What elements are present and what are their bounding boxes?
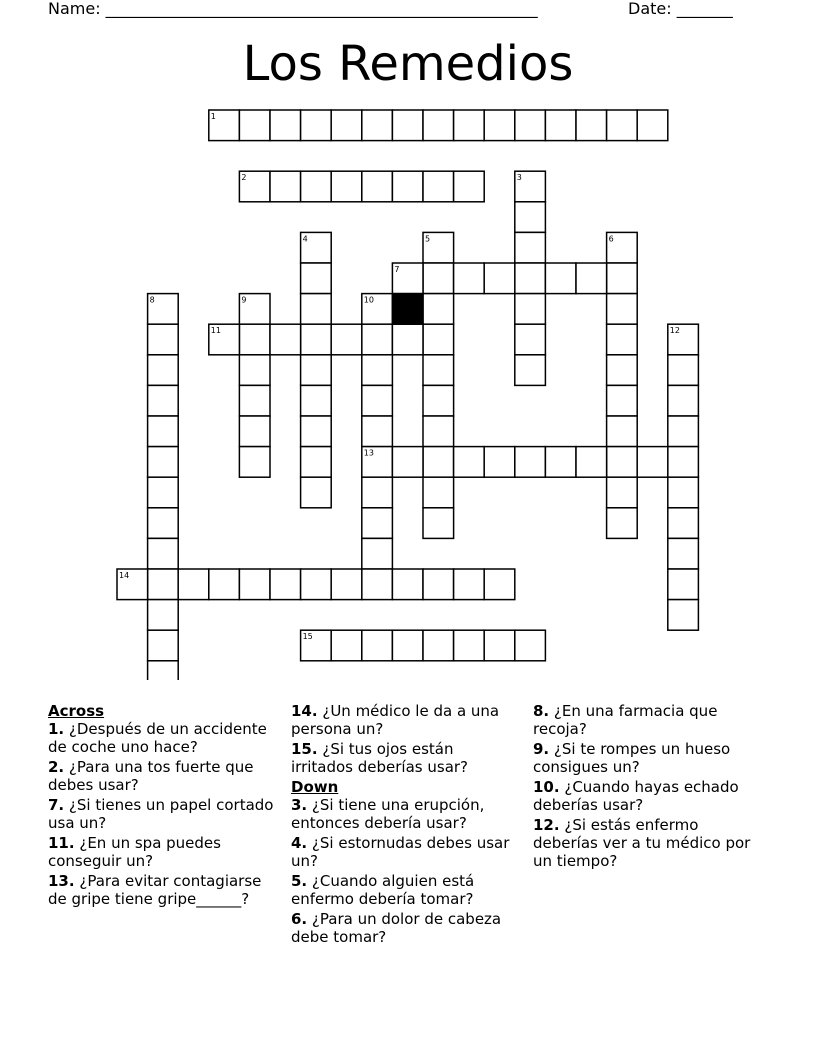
grid-cell[interactable] [148, 416, 179, 447]
grid-cell[interactable] [148, 569, 179, 600]
grid-cell[interactable] [423, 569, 454, 600]
grid-cell[interactable] [301, 355, 332, 386]
grid-cell[interactable] [362, 110, 393, 141]
clue-down-8: 8. ¿En una farmacia que recoja? [533, 702, 718, 738]
grid-cell[interactable] [209, 569, 240, 600]
grid-cell[interactable] [301, 171, 332, 202]
grid-cell[interactable] [331, 110, 362, 141]
grid-cell[interactable] [148, 477, 179, 508]
grid-cell[interactable] [607, 508, 638, 539]
grid-cell[interactable] [148, 355, 179, 386]
grid-cell[interactable] [301, 447, 332, 478]
grid-cell[interactable] [392, 630, 423, 661]
clue-down-9: 9. ¿Si te rompes un hueso consigues un? [533, 740, 731, 776]
grid-cell[interactable] [607, 110, 638, 141]
grid-cell[interactable] [392, 324, 423, 355]
clues-column-1 [48, 702, 274, 910]
cell-number: 2 [241, 173, 247, 183]
clue-across-7: 7. ¿Si tienes un papel cortado usa un? [48, 796, 274, 832]
grid-cell[interactable] [148, 630, 179, 661]
cell-number: 4 [302, 234, 308, 244]
grid-cell[interactable] [576, 263, 607, 294]
grid-cell[interactable] [270, 569, 301, 600]
grid-cell[interactable] [607, 355, 638, 386]
grid-cell[interactable] [576, 447, 607, 478]
clue-down-12: 12. ¿Si estás enfermo deberías ver a tu médico por un tiempo? [533, 816, 751, 870]
grid-cell[interactable] [301, 263, 332, 294]
grid-cell[interactable] [454, 630, 485, 661]
clue-down-4: 4. ¿Si estornudas debes usar un? [291, 834, 510, 870]
clue-down-5: 5. ¿Cuando alguien está enfermo debería tomar? [291, 872, 475, 908]
date-line[interactable]: Date: _______ [628, 0, 733, 18]
cell-number: 10 [363, 295, 374, 305]
clue-down-10: 10. ¿Cuando hayas echado deberías usar? [533, 778, 739, 814]
grid-cell[interactable] [362, 569, 393, 600]
name-line[interactable]: Name: ______________________________________________________ [48, 0, 538, 18]
grid-cell[interactable] [423, 508, 454, 539]
grid-cell[interactable] [515, 355, 546, 386]
grid-cell[interactable] [362, 385, 393, 416]
grid-cell[interactable] [148, 600, 179, 631]
grid-cell[interactable] [270, 324, 301, 355]
grid-cell[interactable] [668, 600, 699, 631]
grid-cell[interactable] [331, 630, 362, 661]
grid-cell[interactable] [423, 447, 454, 478]
grid-cell[interactable] [239, 385, 270, 416]
grid-cell[interactable] [607, 294, 638, 325]
grid-cell[interactable] [515, 630, 546, 661]
grid-cell[interactable] [392, 569, 423, 600]
grid-cell[interactable] [515, 447, 546, 478]
clue-across-15: 15. ¿Si tus ojos están irritados deberías usar? [291, 740, 469, 776]
grid-cell[interactable] [515, 263, 546, 294]
grid-cell[interactable] [545, 110, 576, 141]
grid-cell[interactable] [148, 385, 179, 416]
cell-number: 12 [669, 326, 680, 336]
page-title: Los Remedios [242, 36, 574, 92]
grid-cell[interactable] [545, 447, 576, 478]
clues-column-3 [533, 702, 759, 872]
grid-cell[interactable] [423, 355, 454, 386]
grid-cell[interactable] [515, 294, 546, 325]
grid-cell[interactable] [148, 538, 179, 569]
grid-cell[interactable] [331, 569, 362, 600]
grid-cell[interactable] [362, 355, 393, 386]
grid-cell[interactable] [148, 508, 179, 539]
grid-cell[interactable] [637, 447, 668, 478]
grid-cell[interactable] [607, 263, 638, 294]
grid-cell[interactable] [362, 416, 393, 447]
cell-number: 7 [394, 265, 400, 274]
clue-across-11: 11. ¿En un spa puedes conseguir un? [48, 834, 221, 870]
grid-cell[interactable] [301, 416, 332, 447]
grid-cell[interactable] [270, 110, 301, 141]
cell-number: 11 [210, 326, 221, 336]
clue-across-13: 13. ¿Para evitar contagiarse de gripe tiene gripe______? [48, 872, 262, 908]
clue-down-6: 6. ¿Para un dolor de cabeza debe tomar? [291, 910, 502, 946]
grid-cell[interactable] [301, 477, 332, 508]
grid-cell[interactable] [484, 569, 515, 600]
black-cell [392, 294, 423, 325]
grid-cell[interactable] [515, 110, 546, 141]
grid-cell[interactable] [362, 324, 393, 355]
grid-cell[interactable] [239, 569, 270, 600]
across-heading: Across [48, 702, 105, 720]
cell-number: 8 [149, 295, 155, 305]
grid-cell[interactable] [576, 110, 607, 141]
clue-down-3: 3. ¿Si tiene una erupción, entonces debería usar? [291, 796, 485, 832]
grid-cell[interactable] [515, 232, 546, 263]
grid-cell[interactable] [239, 110, 270, 141]
down-heading: Down [291, 778, 339, 796]
grid-cell[interactable] [148, 447, 179, 478]
cell-number: 1 [210, 112, 216, 121]
grid-cell[interactable] [423, 477, 454, 508]
grid-cell[interactable] [484, 447, 515, 478]
grid-cell[interactable] [454, 447, 485, 478]
grid-cell[interactable] [301, 294, 332, 325]
grid-cell[interactable] [668, 385, 699, 416]
grid-cell[interactable] [668, 508, 699, 539]
grid-cell[interactable] [331, 324, 362, 355]
grid-cell[interactable] [301, 110, 332, 141]
clue-across-1: 1. ¿Después de un accidente de coche uno hace? [48, 720, 267, 756]
grid-cell[interactable] [301, 324, 332, 355]
grid-cell[interactable] [423, 630, 454, 661]
grid-cell[interactable] [607, 385, 638, 416]
grid-cell[interactable] [239, 447, 270, 478]
grid-cell[interactable] [668, 447, 699, 478]
grid-cell[interactable] [239, 355, 270, 386]
grid-cell[interactable] [454, 569, 485, 600]
grid-cell[interactable] [148, 324, 179, 355]
grid-cell[interactable] [454, 263, 485, 294]
grid-cell[interactable] [423, 416, 454, 447]
grid-cell[interactable] [423, 324, 454, 355]
grid-cell[interactable] [545, 263, 576, 294]
grid-cell[interactable] [637, 110, 668, 141]
grid-cell[interactable] [484, 630, 515, 661]
grid-cell[interactable] [239, 416, 270, 447]
grid-cell[interactable] [423, 294, 454, 325]
grid-cell[interactable] [607, 324, 638, 355]
grid-cell[interactable] [239, 324, 270, 355]
cell-number: 15 [302, 632, 313, 642]
clue-across-2: 2. ¿Para una tos fuerte que debes usar? [48, 758, 254, 794]
grid-cell[interactable] [362, 171, 393, 202]
grid-cell[interactable] [454, 110, 485, 141]
grid-cell[interactable] [668, 569, 699, 600]
grid-cell[interactable] [362, 538, 393, 569]
grid-cell[interactable] [607, 477, 638, 508]
grid-cell[interactable] [362, 630, 393, 661]
grid-cell[interactable] [178, 569, 209, 600]
grid-cell[interactable] [423, 110, 454, 141]
cell-number: 3 [516, 173, 522, 183]
cell-number: 6 [608, 234, 614, 244]
grid-cell[interactable] [423, 263, 454, 294]
cell-number: 5 [425, 234, 431, 244]
grid-cell[interactable] [423, 385, 454, 416]
grid-cell[interactable] [668, 477, 699, 508]
grid-cell[interactable] [515, 324, 546, 355]
cell-number: 9 [241, 295, 247, 305]
grid-cell[interactable] [484, 263, 515, 294]
grid-cell[interactable] [148, 661, 179, 680]
grid-cell[interactable] [392, 171, 423, 202]
grid-cell[interactable] [454, 171, 485, 202]
grid-cell[interactable] [668, 538, 699, 569]
grid-cell[interactable] [484, 110, 515, 141]
clues-column-2 [291, 702, 517, 948]
grid-cell[interactable] [301, 385, 332, 416]
grid-cell[interactable] [392, 447, 423, 478]
grid-cell[interactable] [515, 202, 546, 233]
clue-across-14: 14. ¿Un médico le da a una persona un? [291, 702, 500, 738]
cell-number: 13 [363, 448, 374, 458]
grid-cell[interactable] [423, 171, 454, 202]
grid-cell[interactable] [668, 355, 699, 386]
grid-cell[interactable] [270, 171, 301, 202]
grid-cell[interactable] [301, 569, 332, 600]
grid-cell[interactable] [607, 416, 638, 447]
grid-cell[interactable] [362, 477, 393, 508]
grid-cell[interactable] [362, 508, 393, 539]
grid-cell[interactable] [392, 110, 423, 141]
grid-cell[interactable] [668, 416, 699, 447]
grid-cell[interactable] [331, 171, 362, 202]
grid-cell[interactable] [607, 447, 638, 478]
cell-number: 14 [119, 571, 130, 580]
